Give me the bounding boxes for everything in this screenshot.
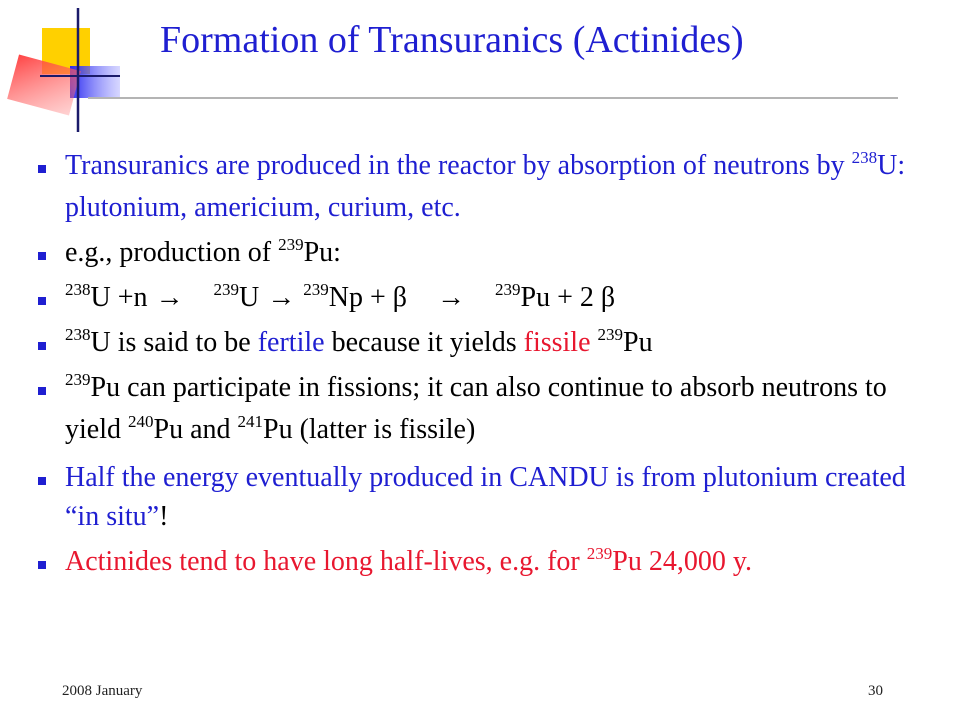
isotope-superscript: 239: [586, 544, 613, 563]
footer-date: 2008 January: [62, 683, 143, 699]
bullet-text: Pu can participate in fissions; it can also continue to absorb neutrons to yield: [65, 372, 887, 445]
bullet-marker: [38, 165, 46, 173]
arrow-icon: →: [437, 282, 466, 313]
bullet-text: Transuranics are produced in the reactor by absorption of neutrons by: [65, 150, 852, 181]
isotope-superscript: 238: [65, 325, 91, 344]
bullet-text: because it yields: [324, 327, 524, 358]
slide-title: Formation of Transuranics (Actinides): [160, 19, 744, 61]
arrow-icon: →: [267, 282, 296, 313]
bullet-text: Pu:: [303, 237, 341, 268]
isotope-superscript: 239: [495, 280, 521, 299]
bullet-half-lives: [38, 542, 938, 584]
isotope-superscript: 238: [851, 148, 878, 167]
bullet-transuranics: [38, 146, 938, 227]
bullet-text: Pu and: [153, 414, 238, 445]
isotope-superscript: 239: [597, 325, 624, 344]
isotope-superscript: 240: [128, 412, 154, 431]
slide-number: 30: [868, 683, 883, 699]
bullet-text: e.g., production of: [65, 237, 279, 268]
fertile-term: fertile: [257, 327, 325, 358]
bullet-reaction-chain: [38, 278, 938, 320]
bullet-text: Actinides tend to have long half-lives, e.g. for: [65, 546, 587, 577]
bullet-production: [38, 233, 938, 275]
bullet-text: U: plutonium, americium, curium, etc.: [65, 150, 906, 223]
isotope-superscript: 238: [65, 280, 91, 299]
title-underline: [88, 97, 898, 99]
bullet-marker: [38, 477, 46, 485]
bullet-marker: [38, 561, 46, 569]
reaction-term: U +n: [90, 282, 148, 313]
isotope-superscript: 241: [237, 412, 263, 431]
arrow-icon: →: [155, 282, 184, 313]
reaction-term: Np + β: [328, 282, 408, 313]
isotope-superscript: 239: [213, 280, 240, 299]
bullet-text: Pu (latter is fissile): [263, 414, 476, 445]
isotope-superscript: 239: [278, 235, 304, 254]
isotope-superscript: 239: [65, 370, 91, 389]
bullet-fissions: [38, 368, 938, 452]
bullet-text: Half the energy eventually produced in CANDU is from plutonium created “in situ”: [65, 462, 906, 532]
bullet-fertile: [38, 323, 938, 365]
bullet-list: [38, 146, 938, 590]
fissile-term: fissile: [523, 327, 591, 358]
bullet-text: Pu 24,000 y.: [612, 546, 753, 577]
bullet-marker: [38, 342, 46, 350]
bullet-candu-energy: [38, 458, 938, 536]
bullet-marker: [38, 252, 46, 260]
bullet-text: Pu: [623, 327, 653, 358]
reaction-term: Pu + 2 β: [520, 282, 616, 313]
bullet-marker: [38, 387, 46, 395]
reaction-term: U: [239, 282, 260, 313]
exclamation: !: [159, 501, 169, 532]
isotope-superscript: 239: [303, 280, 329, 299]
bullet-text: U is said to be: [90, 327, 258, 358]
decorative-logo: [0, 0, 140, 140]
bullet-marker: [38, 297, 46, 305]
